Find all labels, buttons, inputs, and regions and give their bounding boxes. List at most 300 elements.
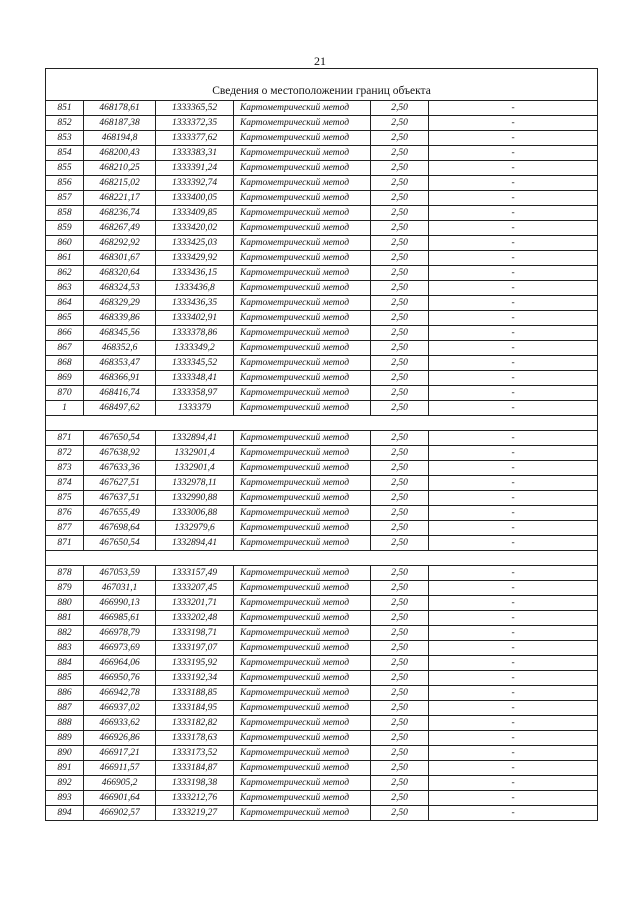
description-cell: - [429, 401, 598, 416]
y-coordinate-cell: 1333378,86 [156, 326, 234, 341]
table-row [46, 611, 598, 626]
accuracy-cell: 2,50 [371, 161, 429, 176]
method-cell: Картометрический метод [234, 236, 371, 251]
method-cell: Картометрический метод [234, 281, 371, 296]
point-number-cell: 859 [46, 221, 84, 236]
accuracy-cell: 2,50 [371, 506, 429, 521]
description-cell: - [429, 161, 598, 176]
description-cell: - [429, 176, 598, 191]
accuracy-cell: 2,50 [371, 806, 429, 821]
point-number-cell: 889 [46, 731, 84, 746]
method-cell: Картометрический метод [234, 251, 371, 266]
table-row [46, 626, 598, 641]
table-row [46, 356, 598, 371]
accuracy-cell: 2,50 [371, 566, 429, 581]
y-coordinate-cell: 1333197,07 [156, 641, 234, 656]
y-coordinate-cell: 1332979,6 [156, 521, 234, 536]
x-coordinate-cell: 466964,06 [84, 656, 156, 671]
x-coordinate-cell: 466990,13 [84, 596, 156, 611]
method-cell: Картометрический метод [234, 386, 371, 401]
accuracy-cell: 2,50 [371, 101, 429, 116]
description-cell: - [429, 596, 598, 611]
description-cell: - [429, 371, 598, 386]
method-cell: Картометрический метод [234, 701, 371, 716]
table-row [46, 386, 598, 401]
point-number-cell: 866 [46, 326, 84, 341]
description-cell: - [429, 296, 598, 311]
x-coordinate-cell: 468339,86 [84, 311, 156, 326]
method-cell: Картометрический метод [234, 641, 371, 656]
y-coordinate-cell: 1333365,52 [156, 101, 234, 116]
point-number-cell: 888 [46, 716, 84, 731]
y-coordinate-cell: 1333345,52 [156, 356, 234, 371]
point-number-cell: 863 [46, 281, 84, 296]
y-coordinate-cell: 1332901,4 [156, 446, 234, 461]
table-title-row [46, 69, 598, 101]
table-row [46, 791, 598, 806]
accuracy-cell: 2,50 [371, 446, 429, 461]
point-number-cell: 892 [46, 776, 84, 791]
table-row [46, 596, 598, 611]
point-number-cell: 857 [46, 191, 84, 206]
table-row [46, 761, 598, 776]
accuracy-cell: 2,50 [371, 281, 429, 296]
y-coordinate-cell: 1333349,2 [156, 341, 234, 356]
table-row [46, 476, 598, 491]
description-cell: - [429, 191, 598, 206]
y-coordinate-cell: 1333184,95 [156, 701, 234, 716]
point-number-cell: 890 [46, 746, 84, 761]
table-row [46, 221, 598, 236]
x-coordinate-cell: 468292,92 [84, 236, 156, 251]
x-coordinate-cell: 468194,8 [84, 131, 156, 146]
method-cell: Картометрический метод [234, 731, 371, 746]
description-cell: - [429, 116, 598, 131]
method-cell: Картометрический метод [234, 356, 371, 371]
accuracy-cell: 2,50 [371, 596, 429, 611]
accuracy-cell: 2,50 [371, 341, 429, 356]
point-number-cell: 873 [46, 461, 84, 476]
description-cell: - [429, 566, 598, 581]
method-cell: Картометрический метод [234, 746, 371, 761]
table-row [46, 191, 598, 206]
y-coordinate-cell: 1333173,52 [156, 746, 234, 761]
point-number-cell: 871 [46, 536, 84, 551]
method-cell: Картометрический метод [234, 716, 371, 731]
x-coordinate-cell: 466902,57 [84, 806, 156, 821]
x-coordinate-cell: 466937,02 [84, 701, 156, 716]
point-number-cell: 870 [46, 386, 84, 401]
table-row [46, 401, 598, 416]
y-coordinate-cell: 1332978,11 [156, 476, 234, 491]
accuracy-cell: 2,50 [371, 371, 429, 386]
table-row [46, 731, 598, 746]
table-row [46, 656, 598, 671]
point-number-cell: 858 [46, 206, 84, 221]
accuracy-cell: 2,50 [371, 146, 429, 161]
method-cell: Картометрический метод [234, 686, 371, 701]
point-number-cell: 865 [46, 311, 84, 326]
accuracy-cell: 2,50 [371, 356, 429, 371]
method-cell: Картометрический метод [234, 776, 371, 791]
y-coordinate-cell: 1333392,74 [156, 176, 234, 191]
y-coordinate-cell: 1333372,35 [156, 116, 234, 131]
y-coordinate-cell: 1333409,85 [156, 206, 234, 221]
y-coordinate-cell: 1333219,27 [156, 806, 234, 821]
description-cell: - [429, 311, 598, 326]
method-cell: Картометрический метод [234, 791, 371, 806]
accuracy-cell: 2,50 [371, 206, 429, 221]
table-row [46, 506, 598, 521]
method-cell: Картометрический метод [234, 206, 371, 221]
description-cell: - [429, 431, 598, 446]
point-number-cell: 876 [46, 506, 84, 521]
y-coordinate-cell: 1333202,48 [156, 611, 234, 626]
accuracy-cell: 2,50 [371, 746, 429, 761]
x-coordinate-cell: 468200,43 [84, 146, 156, 161]
method-cell: Картометрический метод [234, 116, 371, 131]
description-cell: - [429, 446, 598, 461]
y-coordinate-cell: 1333436,8 [156, 281, 234, 296]
description-cell: - [429, 266, 598, 281]
y-coordinate-cell: 1333195,92 [156, 656, 234, 671]
point-number-cell: 894 [46, 806, 84, 821]
x-coordinate-cell: 468320,64 [84, 266, 156, 281]
description-cell: - [429, 731, 598, 746]
x-coordinate-cell: 467638,92 [84, 446, 156, 461]
x-coordinate-cell: 468497,62 [84, 401, 156, 416]
table-row [46, 701, 598, 716]
accuracy-cell: 2,50 [371, 131, 429, 146]
y-coordinate-cell: 1333178,63 [156, 731, 234, 746]
x-coordinate-cell: 466911,57 [84, 761, 156, 776]
y-coordinate-cell: 1333207,45 [156, 581, 234, 596]
table-row [46, 806, 598, 821]
accuracy-cell: 2,50 [371, 296, 429, 311]
point-number-cell: 862 [46, 266, 84, 281]
method-cell: Картометрический метод [234, 626, 371, 641]
method-cell: Картометрический метод [234, 341, 371, 356]
point-number-cell: 886 [46, 686, 84, 701]
method-cell: Картометрический метод [234, 761, 371, 776]
block-separator-cell [46, 416, 598, 431]
point-number-cell: 882 [46, 626, 84, 641]
x-coordinate-cell: 466950,76 [84, 671, 156, 686]
table-row [46, 116, 598, 131]
x-coordinate-cell: 466985,61 [84, 611, 156, 626]
y-coordinate-cell: 1333400,05 [156, 191, 234, 206]
table-title: Сведения о местоположении границ объекта [46, 69, 598, 101]
point-number-cell: 874 [46, 476, 84, 491]
description-cell: - [429, 221, 598, 236]
x-coordinate-cell: 468301,67 [84, 251, 156, 266]
accuracy-cell: 2,50 [371, 116, 429, 131]
accuracy-cell: 2,50 [371, 491, 429, 506]
y-coordinate-cell: 1333436,15 [156, 266, 234, 281]
y-coordinate-cell: 1333402,91 [156, 311, 234, 326]
x-coordinate-cell: 468236,74 [84, 206, 156, 221]
table-row [46, 641, 598, 656]
y-coordinate-cell: 1333348,41 [156, 371, 234, 386]
description-cell: - [429, 101, 598, 116]
point-number-cell: 1 [46, 401, 84, 416]
point-number-cell: 869 [46, 371, 84, 386]
x-coordinate-cell: 466901,64 [84, 791, 156, 806]
y-coordinate-cell: 1333212,76 [156, 791, 234, 806]
method-cell: Картометрический метод [234, 446, 371, 461]
accuracy-cell: 2,50 [371, 386, 429, 401]
method-cell: Картометрический метод [234, 476, 371, 491]
x-coordinate-cell: 466933,62 [84, 716, 156, 731]
x-coordinate-cell: 468345,56 [84, 326, 156, 341]
accuracy-cell: 2,50 [371, 686, 429, 701]
method-cell: Картометрический метод [234, 296, 371, 311]
table-row [46, 146, 598, 161]
table-row [46, 521, 598, 536]
point-number-cell: 887 [46, 701, 84, 716]
point-number-cell: 860 [46, 236, 84, 251]
table-row [46, 206, 598, 221]
table-row [46, 581, 598, 596]
method-cell: Картометрический метод [234, 671, 371, 686]
x-coordinate-cell: 466973,69 [84, 641, 156, 656]
block-separator-row [46, 416, 598, 431]
y-coordinate-cell: 1332901,4 [156, 461, 234, 476]
point-number-cell: 880 [46, 596, 84, 611]
table-row [46, 341, 598, 356]
method-cell: Картометрический метод [234, 581, 371, 596]
table-row [46, 251, 598, 266]
method-cell: Картометрический метод [234, 491, 371, 506]
table-row [46, 326, 598, 341]
description-cell: - [429, 506, 598, 521]
description-cell: - [429, 746, 598, 761]
table-row [46, 266, 598, 281]
description-cell: - [429, 776, 598, 791]
description-cell: - [429, 701, 598, 716]
y-coordinate-cell: 1333184,87 [156, 761, 234, 776]
table-row [46, 671, 598, 686]
x-coordinate-cell: 467627,51 [84, 476, 156, 491]
table-row [46, 776, 598, 791]
table-row [46, 446, 598, 461]
point-number-cell: 856 [46, 176, 84, 191]
method-cell: Картометрический метод [234, 311, 371, 326]
y-coordinate-cell: 1333182,82 [156, 716, 234, 731]
method-cell: Картометрический метод [234, 566, 371, 581]
x-coordinate-cell: 467633,36 [84, 461, 156, 476]
table-row [46, 491, 598, 506]
y-coordinate-cell: 1333436,35 [156, 296, 234, 311]
table-row [46, 716, 598, 731]
description-cell: - [429, 656, 598, 671]
description-cell: - [429, 626, 598, 641]
accuracy-cell: 2,50 [371, 791, 429, 806]
y-coordinate-cell: 1333006,88 [156, 506, 234, 521]
method-cell: Картометрический метод [234, 401, 371, 416]
x-coordinate-cell: 467637,51 [84, 491, 156, 506]
x-coordinate-cell: 467650,54 [84, 431, 156, 446]
description-cell: - [429, 356, 598, 371]
method-cell: Картометрический метод [234, 611, 371, 626]
description-cell: - [429, 341, 598, 356]
method-cell: Картометрический метод [234, 131, 371, 146]
accuracy-cell: 2,50 [371, 401, 429, 416]
accuracy-cell: 2,50 [371, 461, 429, 476]
y-coordinate-cell: 1333198,71 [156, 626, 234, 641]
accuracy-cell: 2,50 [371, 251, 429, 266]
description-cell: - [429, 671, 598, 686]
y-coordinate-cell: 1332894,41 [156, 536, 234, 551]
table-row [46, 371, 598, 386]
accuracy-cell: 2,50 [371, 776, 429, 791]
description-cell: - [429, 716, 598, 731]
y-coordinate-cell: 1333192,34 [156, 671, 234, 686]
accuracy-cell: 2,50 [371, 716, 429, 731]
x-coordinate-cell: 468324,53 [84, 281, 156, 296]
method-cell: Картометрический метод [234, 461, 371, 476]
accuracy-cell: 2,50 [371, 221, 429, 236]
y-coordinate-cell: 1333391,24 [156, 161, 234, 176]
x-coordinate-cell: 468267,49 [84, 221, 156, 236]
accuracy-cell: 2,50 [371, 581, 429, 596]
y-coordinate-cell: 1333198,38 [156, 776, 234, 791]
point-number-cell: 867 [46, 341, 84, 356]
method-cell: Картометрический метод [234, 101, 371, 116]
description-cell: - [429, 206, 598, 221]
y-coordinate-cell: 1333188,85 [156, 686, 234, 701]
point-number-cell: 861 [46, 251, 84, 266]
x-coordinate-cell: 467698,64 [84, 521, 156, 536]
accuracy-cell: 2,50 [371, 641, 429, 656]
table-row [46, 311, 598, 326]
method-cell: Картометрический метод [234, 521, 371, 536]
accuracy-cell: 2,50 [371, 731, 429, 746]
table-row [46, 161, 598, 176]
point-number-cell: 852 [46, 116, 84, 131]
point-number-cell: 878 [46, 566, 84, 581]
description-cell: - [429, 236, 598, 251]
method-cell: Картометрический метод [234, 146, 371, 161]
accuracy-cell: 2,50 [371, 521, 429, 536]
block-separator-cell [46, 551, 598, 566]
description-cell: - [429, 611, 598, 626]
x-coordinate-cell: 468416,74 [84, 386, 156, 401]
y-coordinate-cell: 1333425,03 [156, 236, 234, 251]
accuracy-cell: 2,50 [371, 236, 429, 251]
point-number-cell: 851 [46, 101, 84, 116]
accuracy-cell: 2,50 [371, 476, 429, 491]
x-coordinate-cell: 468329,29 [84, 296, 156, 311]
description-cell: - [429, 386, 598, 401]
x-coordinate-cell: 467655,49 [84, 506, 156, 521]
description-cell: - [429, 281, 598, 296]
point-number-cell: 884 [46, 656, 84, 671]
y-coordinate-cell: 1333379 [156, 401, 234, 416]
method-cell: Картометрический метод [234, 221, 371, 236]
point-number-cell: 854 [46, 146, 84, 161]
accuracy-cell: 2,50 [371, 536, 429, 551]
point-number-cell: 872 [46, 446, 84, 461]
method-cell: Картометрический метод [234, 326, 371, 341]
point-number-cell: 855 [46, 161, 84, 176]
accuracy-cell: 2,50 [371, 701, 429, 716]
description-cell: - [429, 461, 598, 476]
point-number-cell: 853 [46, 131, 84, 146]
method-cell: Картометрический метод [234, 596, 371, 611]
x-coordinate-cell: 467053,59 [84, 566, 156, 581]
point-number-cell: 885 [46, 671, 84, 686]
description-cell: - [429, 686, 598, 701]
description-cell: - [429, 806, 598, 821]
accuracy-cell: 2,50 [371, 656, 429, 671]
point-number-cell: 875 [46, 491, 84, 506]
y-coordinate-cell: 1333358,97 [156, 386, 234, 401]
x-coordinate-cell: 468210,25 [84, 161, 156, 176]
description-cell: - [429, 476, 598, 491]
description-cell: - [429, 491, 598, 506]
x-coordinate-cell: 468353,47 [84, 356, 156, 371]
description-cell: - [429, 521, 598, 536]
accuracy-cell: 2,50 [371, 311, 429, 326]
method-cell: Картометрический метод [234, 806, 371, 821]
point-number-cell: 877 [46, 521, 84, 536]
point-number-cell: 893 [46, 791, 84, 806]
description-cell: - [429, 146, 598, 161]
accuracy-cell: 2,50 [371, 266, 429, 281]
method-cell: Картометрический метод [234, 371, 371, 386]
point-number-cell: 891 [46, 761, 84, 776]
description-cell: - [429, 251, 598, 266]
accuracy-cell: 2,50 [371, 176, 429, 191]
y-coordinate-cell: 1332990,88 [156, 491, 234, 506]
block-separator-row [46, 551, 598, 566]
point-number-cell: 868 [46, 356, 84, 371]
accuracy-cell: 2,50 [371, 761, 429, 776]
description-cell: - [429, 131, 598, 146]
method-cell: Картометрический метод [234, 536, 371, 551]
method-cell: Картометрический метод [234, 431, 371, 446]
method-cell: Картометрический метод [234, 191, 371, 206]
x-coordinate-cell: 466905,2 [84, 776, 156, 791]
table-row [46, 131, 598, 146]
point-number-cell: 881 [46, 611, 84, 626]
x-coordinate-cell: 466926,86 [84, 731, 156, 746]
x-coordinate-cell: 468352,6 [84, 341, 156, 356]
y-coordinate-cell: 1332894,41 [156, 431, 234, 446]
table-row [46, 431, 598, 446]
description-cell: - [429, 581, 598, 596]
accuracy-cell: 2,50 [371, 431, 429, 446]
method-cell: Картометрический метод [234, 506, 371, 521]
table-row [46, 746, 598, 761]
description-cell: - [429, 761, 598, 776]
y-coordinate-cell: 1333201,71 [156, 596, 234, 611]
x-coordinate-cell: 467031,1 [84, 581, 156, 596]
description-cell: - [429, 641, 598, 656]
x-coordinate-cell: 468215,02 [84, 176, 156, 191]
method-cell: Картометрический метод [234, 266, 371, 281]
point-number-cell: 864 [46, 296, 84, 311]
y-coordinate-cell: 1333420,02 [156, 221, 234, 236]
point-number-cell: 883 [46, 641, 84, 656]
point-number-cell: 871 [46, 431, 84, 446]
x-coordinate-cell: 466978,79 [84, 626, 156, 641]
x-coordinate-cell: 468221,17 [84, 191, 156, 206]
table-row [46, 281, 598, 296]
table-row [46, 176, 598, 191]
y-coordinate-cell: 1333383,31 [156, 146, 234, 161]
